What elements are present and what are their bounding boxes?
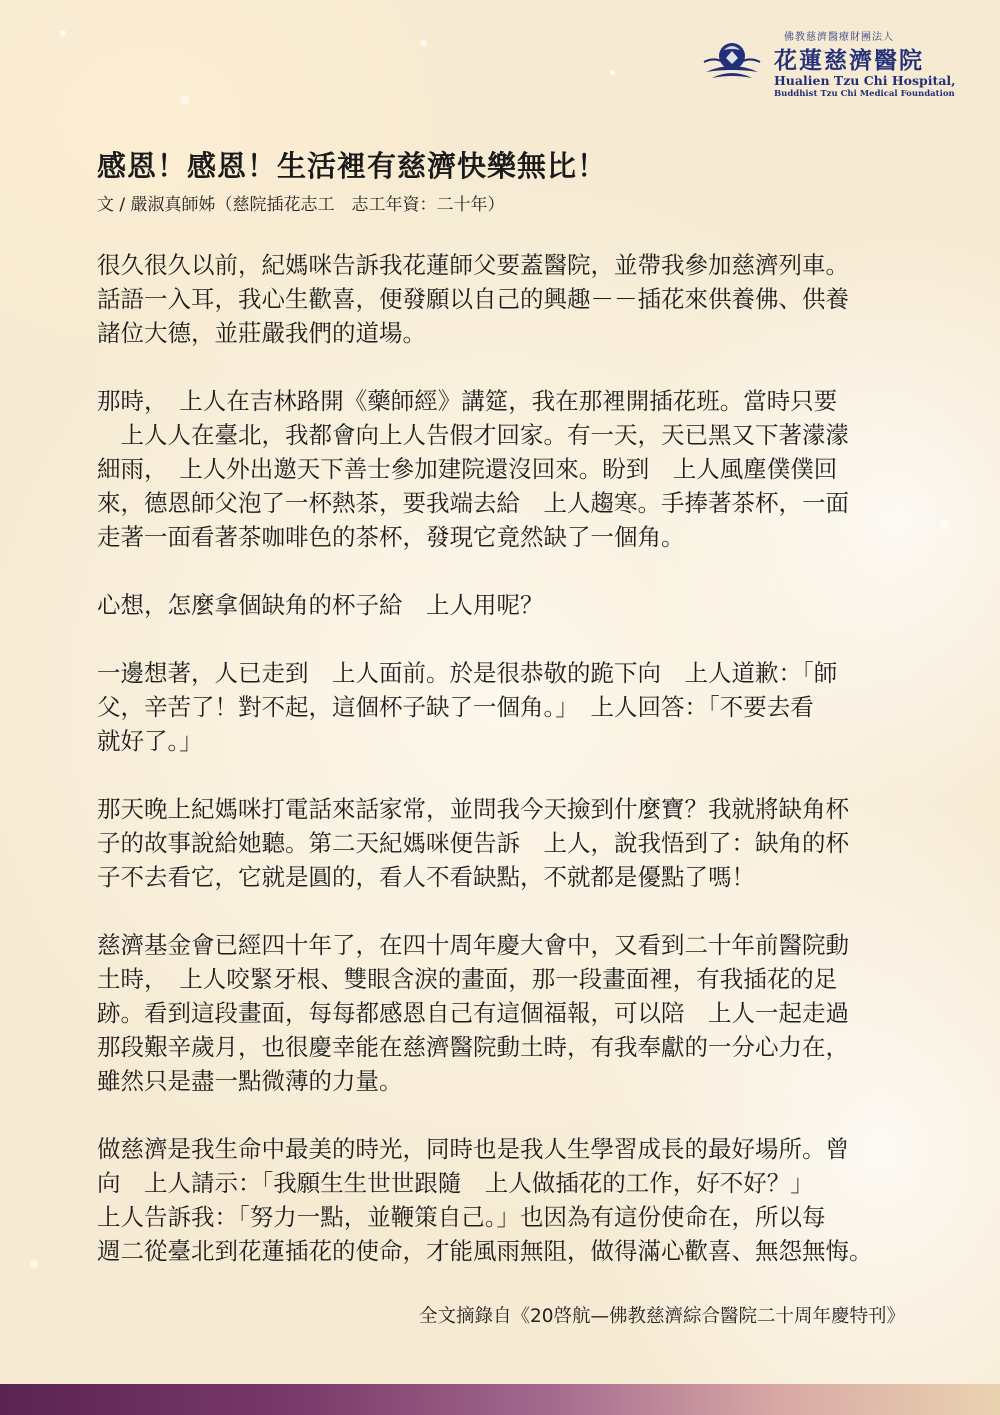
- paragraph-line: 諸位大德，並莊嚴我們的道場。: [97, 319, 426, 347]
- paragraph-line: 子不去看它，它就是圓的，看人不看缺點，不就都是優點了嗎！: [97, 863, 755, 891]
- logo-hospital-name-cn: 花蓮慈濟醫院: [774, 47, 924, 74]
- logo-org-line: 佛教慈濟醫療財團法人: [784, 32, 894, 43]
- paragraph-line: 話語一入耳，我心生歡喜，便發願以自己的興趣－－插花來供養佛、供養: [97, 285, 849, 313]
- paragraph-line: 雖然只是盡一點微薄的力量。: [97, 1067, 403, 1095]
- paragraph-line: 很久很久以前，紀媽咪告訴我花蓮師父要蓋醫院，並帶我參加慈濟列車。: [97, 251, 849, 279]
- sparkle-decoration: [940, 520, 949, 529]
- paragraph-line: 子的故事說給她聽。第二天紀媽咪便告訴 上人，說我悟到了：缺角的杯: [97, 829, 849, 857]
- paragraph-line: 來，德恩師父泡了一杯熱茶，要我端去給 上人趨寒。手捧著茶杯，一面: [97, 489, 849, 517]
- source-citation: 全文摘錄自《20啓航—佛教慈濟綜合醫院二十周年慶特刊》: [418, 1306, 905, 1327]
- sparkle-decoration: [30, 1260, 38, 1268]
- article-body: [97, 248, 917, 1302]
- logo-foundation-name-en: Buddhist Tzu Chi Medical Foundation: [774, 89, 955, 99]
- hospital-logo: [702, 26, 972, 106]
- paragraph-line: 那段艱辛歲月，也很慶幸能在慈濟醫院動土時，有我奉獻的一分心力在，: [97, 1033, 849, 1061]
- paragraph-line: 上人人在臺北，我都會向上人告假才回家。有一天，天已黑又下著濛濛: [97, 421, 849, 449]
- paragraph-line: 做慈濟是我生命中最美的時光，同時也是我人生學習成長的最好場所。曾: [97, 1135, 849, 1163]
- paragraph-line: 上人告訴我：「努力一點，並鞭策自己。」也因為有這份使命在，所以每: [97, 1203, 826, 1231]
- paragraph-line: 細雨， 上人外出邀天下善士參加建院還沒回來。盼到 上人風塵僕僕回: [97, 455, 838, 483]
- paragraph-line: 那天晚上紀媽咪打電話來話家常，並問我今天撿到什麼寶？我就將缺角杯: [97, 795, 849, 823]
- tzu-chi-lotus-logo-icon: [702, 38, 762, 88]
- paragraph-line: 就好了。」: [97, 727, 203, 755]
- footer-gradient-bar: [0, 1384, 1000, 1415]
- paragraph-line: 一邊想著，人已走到 上人面前。於是很恭敬的跪下向 上人道歉：「師: [97, 659, 838, 687]
- sparkle-decoration: [420, 40, 427, 47]
- paragraph-line: 土時， 上人咬緊牙根、雙眼含淚的畫面，那一段畫面裡，有我插花的足: [97, 965, 838, 993]
- paragraph: [97, 248, 917, 350]
- paragraph-line: 那時， 上人在吉林路開《藥師經》講筵，我在那裡開插花班。當時只要: [97, 387, 838, 415]
- paragraph: [97, 656, 917, 758]
- paragraph: [97, 928, 917, 1098]
- sparkle-decoration: [60, 30, 66, 36]
- paragraph-line: 走著一面看著茶咖啡色的茶杯，發現它竟然缺了一個角。: [97, 523, 685, 551]
- paragraph-line: 向 上人請示：「我願生生世世跟隨 上人做插花的工作，好不好？」: [97, 1169, 814, 1197]
- paragraph: [97, 384, 917, 554]
- paragraph-line: 跡。看到這段畫面，每每都感恩自己有這個福報，可以陪 上人一起走過: [97, 999, 849, 1027]
- paragraph-line: 心想，怎麼拿個缺角的杯子給 上人用呢？: [97, 591, 544, 619]
- logo-hospital-name-en: Hualien Tzu Chi Hospital,: [774, 73, 956, 88]
- sparkle-decoration: [610, 70, 615, 75]
- paragraph: [97, 588, 917, 622]
- paragraph-line: 週二從臺北到花蓮插花的使命，才能風雨無阻，做得滿心歡喜、無怨無悔。: [97, 1237, 873, 1265]
- paragraph: [97, 792, 917, 894]
- article-title: 感恩！感恩！生活裡有慈濟快樂無比！: [97, 149, 608, 183]
- paragraph-line: 父，辛苦了！對不起，這個杯子缺了一個角。」 上人回答：「不要去看: [97, 693, 814, 721]
- sparkle-decoration: [180, 95, 190, 105]
- paragraph-line: 慈濟基金會已經四十年了，在四十周年慶大會中，又看到二十年前醫院動: [97, 931, 849, 959]
- article-byline: 文 / 嚴淑真師姊（慈院插花志工 志工年資：二十年）: [97, 195, 505, 215]
- paragraph: [97, 1132, 917, 1268]
